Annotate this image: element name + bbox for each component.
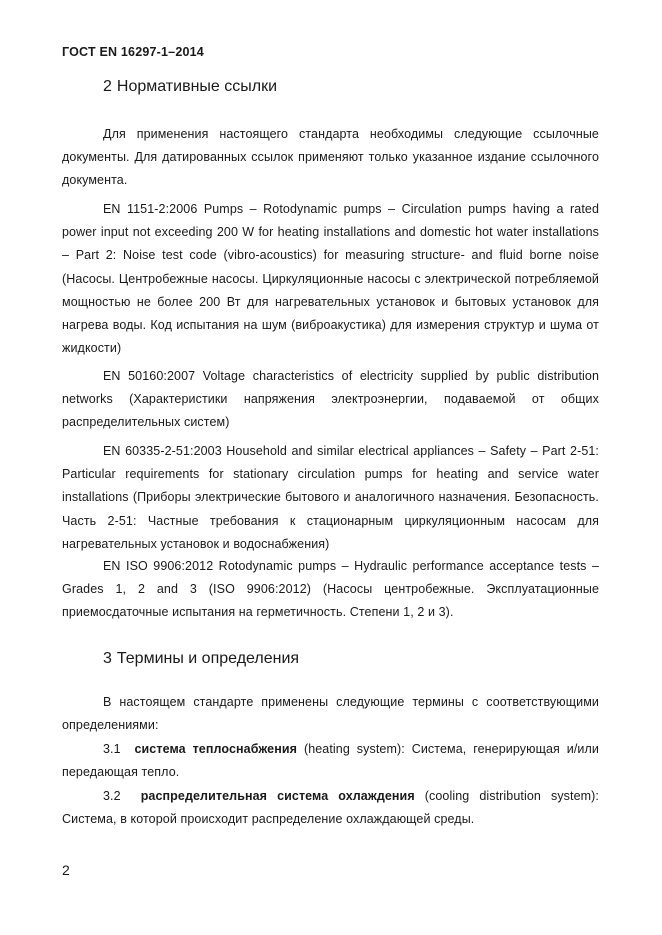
section-3-heading bbox=[103, 650, 299, 668]
reference-en-iso-9906: EN ISO 9906:2012 Rotodynamic pumps – Hydraulic performance acceptance tests – Grades 1, 2 and 3 (ISO 9906:2012) (Насосы центробежные. Эксплуатационные приемосдаточные испытания на герметичность. Степени 1, 2 и 3). bbox=[62, 559, 599, 620]
paragraph-terms-intro: В настоящем стандарте применены следующие термины с соответствующими определениями: bbox=[62, 695, 599, 733]
section-2-number: 2 bbox=[103, 78, 112, 95]
term-name: система теплоснабжения bbox=[134, 742, 298, 756]
term-3-1 bbox=[62, 738, 599, 784]
term-name: распределительная система охлаждения bbox=[140, 789, 415, 803]
reference-en-50160: EN 50160:2007 Voltage characteristics of electricity supplied by public distribution networks (Характеристики напряжения электроэнергии, подаваемой от общих распределительных систем) bbox=[62, 369, 599, 430]
term-number: 3.1 bbox=[103, 742, 121, 756]
section-2-title: Нормативные ссылки bbox=[116, 78, 278, 95]
term-definition: (cooling distribution system): Система, в которой происходит распределение охлаждающей среды. bbox=[62, 789, 599, 827]
section-2-heading bbox=[103, 78, 277, 96]
term-number: 3.2 bbox=[103, 789, 121, 803]
section-3-number: 3 bbox=[103, 650, 112, 667]
document-code: ГОСТ EN 16297-1–2014 bbox=[62, 45, 204, 59]
page-number: 2 bbox=[62, 862, 70, 878]
reference-en-1151-2: EN 1151-2:2006 Pumps – Rotodynamic pumps – Circulation pumps having a rated power input not exceeding 200 W for heating installations and domestic hot water installations – Part 2: Noise test code (vibro-acoustics) for measuring structure- and fluid borne noise (Насосы. Центробежные насосы. Циркуляционные насосы с электрической потребляемой мощностью не более 200 Вт для нагревательных установок и бытовых установок для нагрева воды. Код испытания на шум (виброакустика) для измерения структур и шума от жидкости) bbox=[62, 202, 599, 356]
paragraph-references-intro: Для применения настоящего стандарта необходимы следующие ссылочные документы. Для датированных ссылок применяют только указанное издание ссылочного документа. bbox=[62, 127, 599, 188]
term-definition: (heating system): Система, генерирующая и/или передающая тепло. bbox=[62, 742, 599, 780]
section-3-title: Термины и определения bbox=[116, 650, 300, 667]
reference-en-60335-2-51: EN 60335-2-51:2003 Household and similar electrical appliances – Safety – Part 2-51: Particular requirements for stationary circulation pumps for heating and service water installations (Приборы электрические бытового и аналогичного назначения. Безопасность. Часть 2-51: Частные требования к стационарным циркуляционным насосам для нагревательных установок и водоснабжения) bbox=[62, 444, 599, 551]
term-3-2 bbox=[62, 785, 599, 831]
